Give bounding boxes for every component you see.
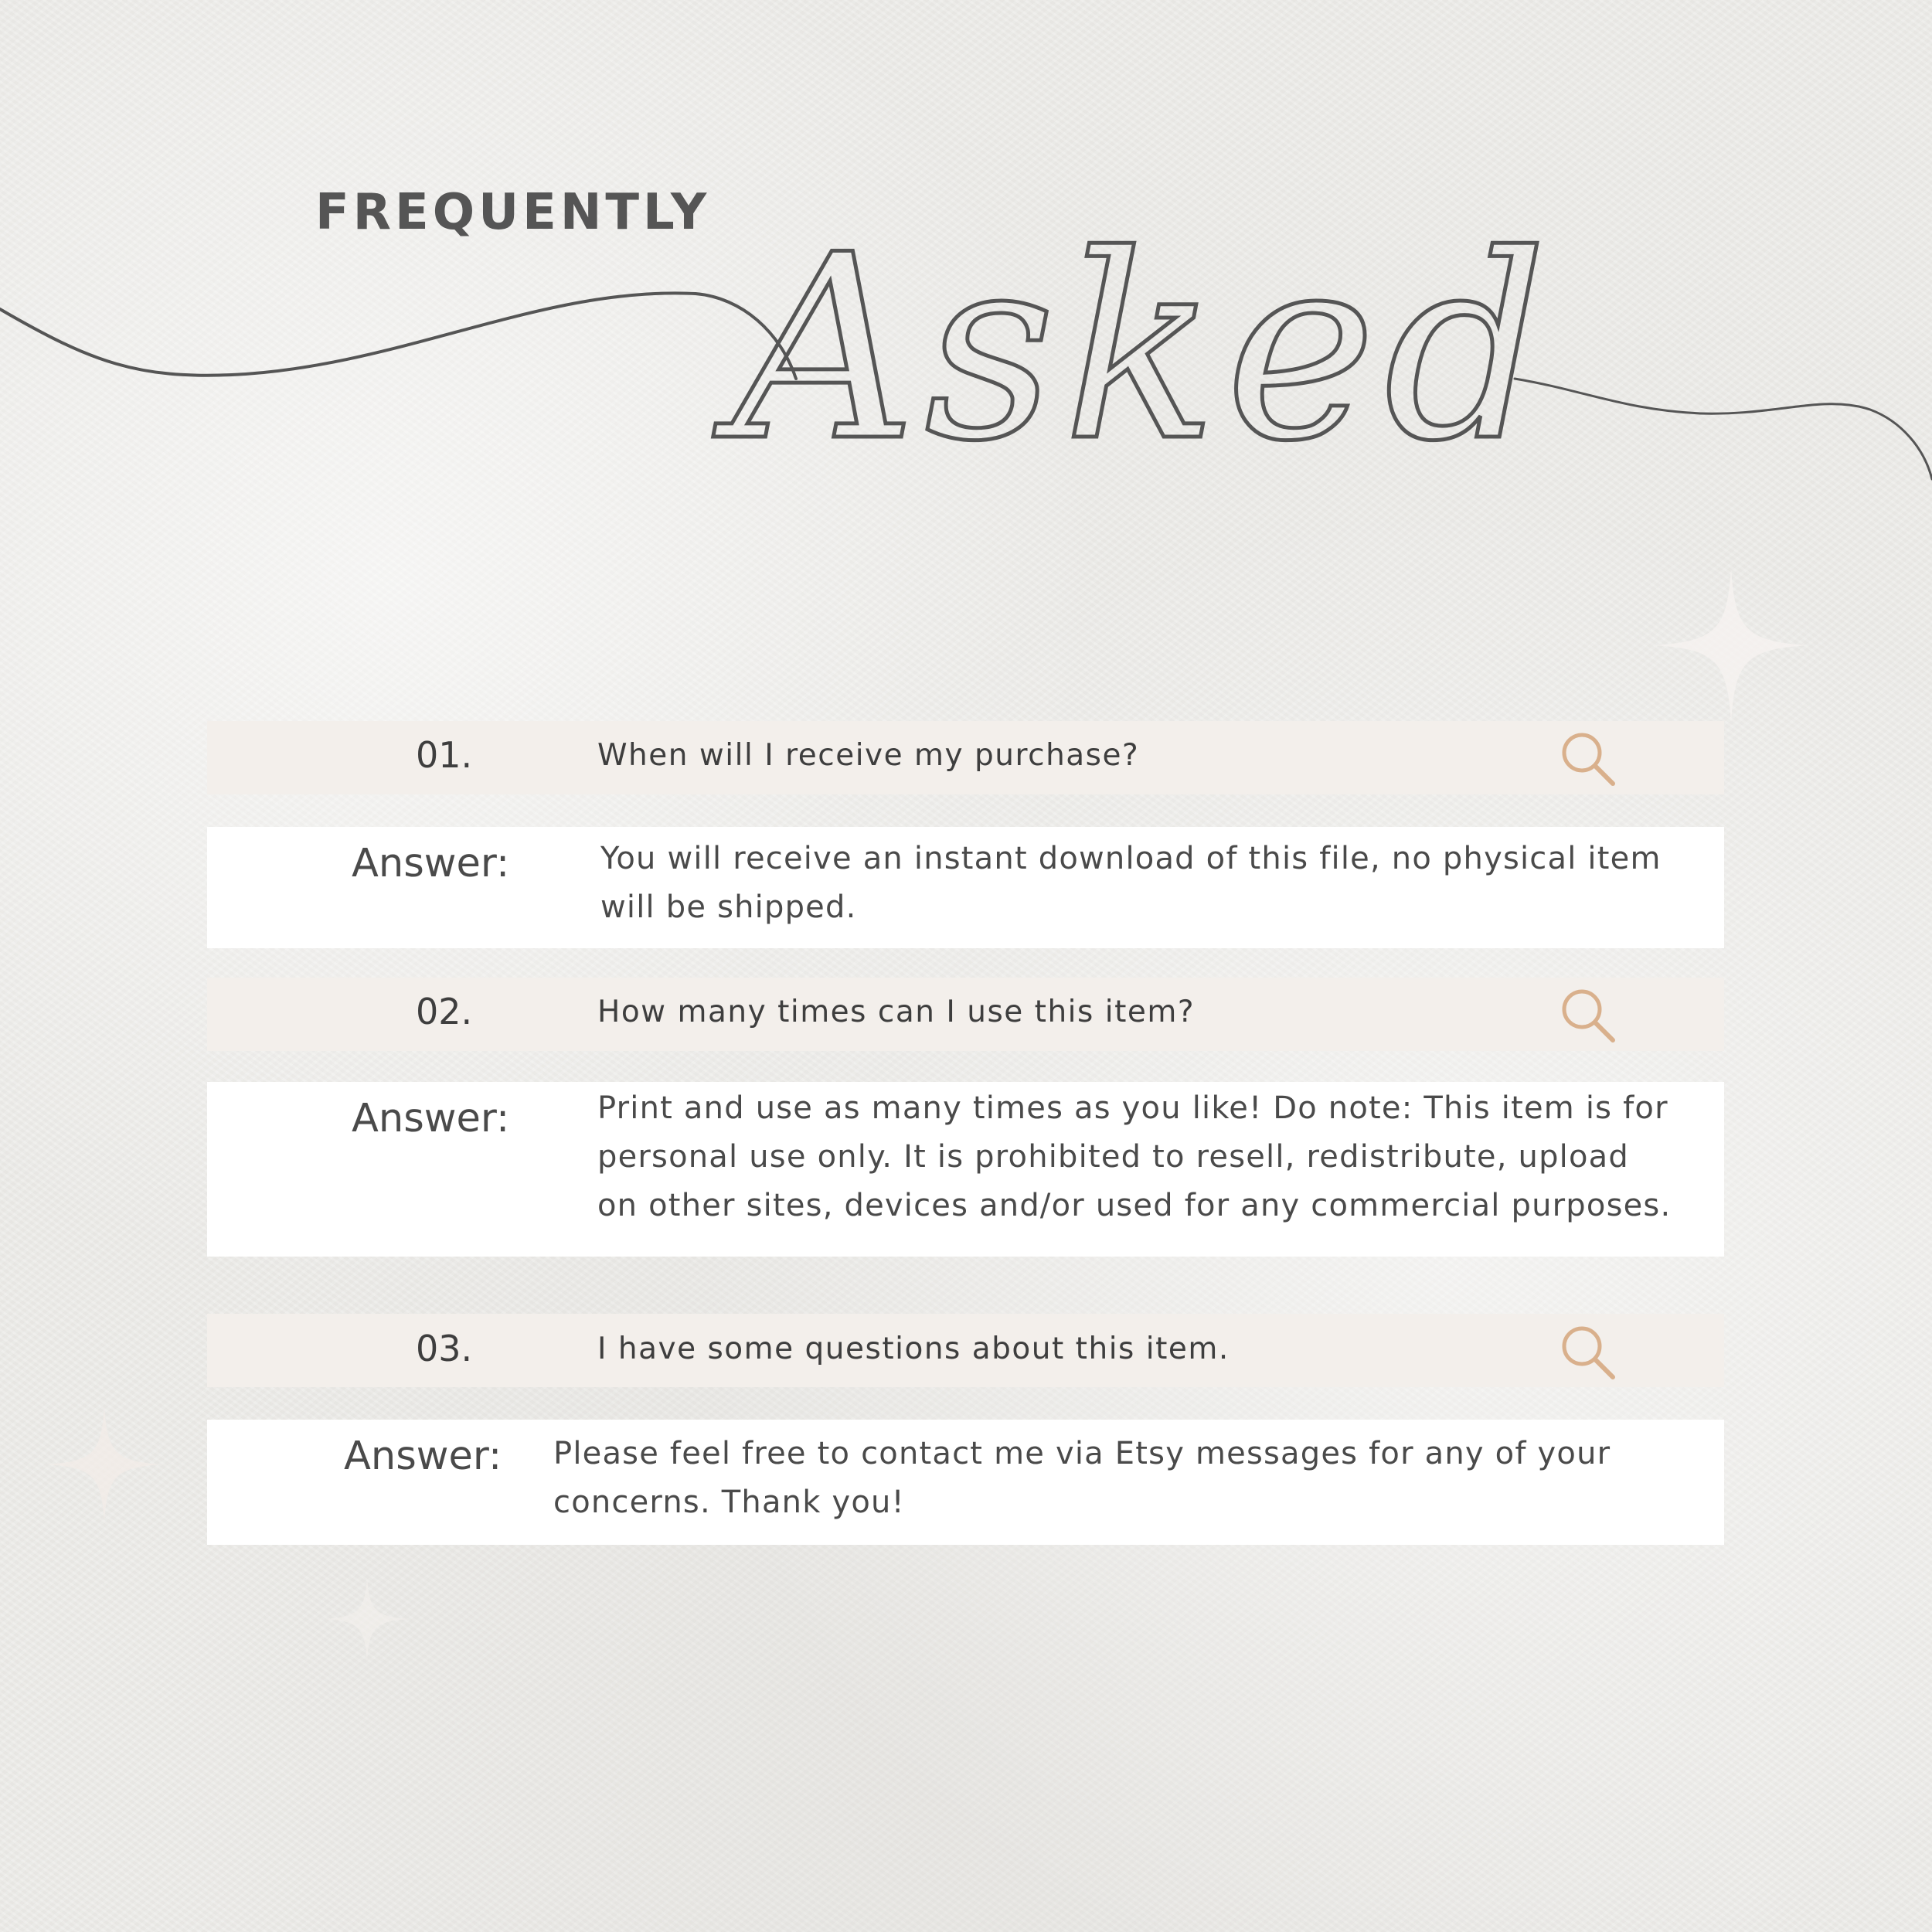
question-number-2: 02. [416, 991, 473, 1032]
search-icon [1557, 728, 1619, 790]
answer-text-3 [553, 1430, 1611, 1527]
answer-line: concerns. Thank you! [553, 1485, 905, 1520]
answer-text-2 [597, 1084, 1671, 1230]
answer-line: will be shipped. [600, 889, 857, 925]
question-number-3: 03. [416, 1328, 473, 1369]
title-frequently: FREQUENTLY [315, 184, 711, 241]
answer-label-3: Answer: [344, 1434, 502, 1479]
answer-line: on other sites, devices and/or used for any commercial purposes. [597, 1188, 1672, 1223]
question-text-1: When will I receive my purchase? [597, 738, 1140, 773]
answer-label-1: Answer: [352, 841, 510, 886]
answer-line: You will receive an instant download of this file, no physical item [600, 841, 1662, 876]
flourish-line-right [1515, 379, 1932, 479]
question-text-2: How many times can I use this item? [597, 995, 1196, 1029]
search-icon [1557, 985, 1619, 1046]
question-text-3: I have some questions about this item. [597, 1332, 1230, 1366]
sparkle-icon [325, 1577, 410, 1662]
sparkle-icon [46, 1406, 162, 1522]
answer-text-1 [600, 835, 1662, 932]
sparkle-icon [1654, 568, 1808, 723]
search-icon [1557, 1321, 1619, 1383]
answer-line: personal use only. It is prohibited to resell, redistribute, upload [597, 1139, 1629, 1175]
question-number-1: 01. [416, 734, 473, 776]
title-script-asked [0, 155, 1932, 526]
answer-label-2: Answer: [352, 1096, 510, 1141]
title-script-text: Asked [732, 200, 1556, 497]
answer-line: Please feel free to contact me via Etsy messages for any of your [553, 1436, 1611, 1471]
answer-line: Print and use as many times as you like! Do note: This item is for [597, 1090, 1668, 1126]
flourish-line [0, 293, 796, 379]
